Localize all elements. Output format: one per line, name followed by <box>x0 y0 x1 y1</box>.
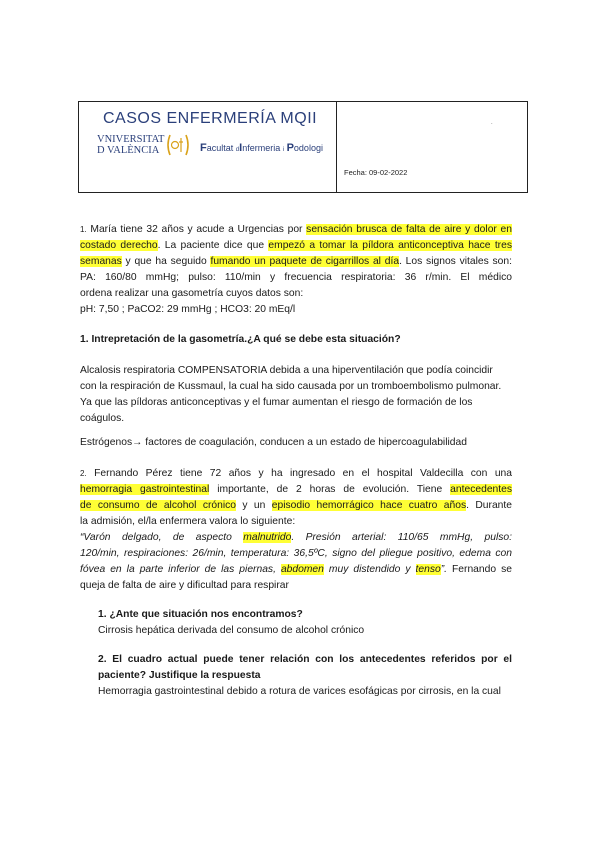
case2-line-3: de consumo de alcohol crónico y un episodio hemorrágico hace cuatro años. Durante <box>80 500 512 511</box>
header-dot: . <box>491 120 493 126</box>
header-divider <box>336 102 337 192</box>
case1-line-6: pH: 7,50 ; PaCO2: 29 mmHg ; HCO3: 20 mEq/l <box>80 304 296 315</box>
case1-line-4: PA: 160/80 mmHg; pulso: 110/min y frecuencia respiratoria: 36 r/min. El médico <box>80 272 512 283</box>
case1-line-2: costado derecho. La paciente dice que empezó a tomar la píldora anticonceptiva hace tres <box>80 240 512 251</box>
university-logo-text <box>97 134 164 156</box>
case2-line-2: hemorragia gastrointestinal importante, de 2 horas de evolución. Tiene antecedentes <box>80 484 513 495</box>
case2-line-7: fóvea en la parte inferior de las piernas, abdomen muy distendido y tenso”. Fernando se <box>80 564 512 575</box>
case2-line-6: 120/min, respiraciones: 26/min, temperatura: 36,5ºC, signo del pliegue positivo, edema con <box>80 548 512 559</box>
case2-answer-1: Cirrosis hepática derivada del consumo de alcohol crónico <box>98 625 365 636</box>
case2-question-1: 1. ¿Ante que situación nos encontramos? <box>98 609 303 620</box>
case2-question-2-line-1: 2. El cuadro actual puede tener relación con los antecedentes referidos por el <box>98 654 512 665</box>
case1-answer-2: con la respiración de Kussmaul, la cual ha sido causada por un tromboembolismo pulmonar. <box>80 381 502 392</box>
university-seal-icon <box>165 133 191 157</box>
case2-answer-2: Hemorragia gastrointestinal debido a rotura de varices esofágicas por cirrosis, en la cual <box>98 686 501 697</box>
case1-line-5: ordena realizar una gasometría cuyos datos son: <box>80 288 304 299</box>
case1-answer-1: Alcalosis respiratoria COMPENSATORIA debida a una hiperventilación que podía coincidir <box>80 365 493 376</box>
case2-line-4: la admisión, el/la enfermera valora lo siguiente: <box>80 516 296 527</box>
case1-question: 1. Intrepretación de la gasometría.¿A qué se debe esta situación? <box>80 334 401 345</box>
logo-line-1: VNIVERSITAT <box>97 134 165 145</box>
case1-answer-5: Estrógenos→ factores de coagulación, conducen a un estado de hipercoagulabilidad <box>80 437 467 448</box>
case1-answer-3: Ya que las píldoras anticonceptivas y el fumar aumentan el riesgo de formación de los <box>80 397 473 408</box>
page-title: CASOS ENFERMERÍA MQII <box>103 110 318 127</box>
document-date: Fecha: 09-02-2022 <box>344 168 408 177</box>
logo-line-2: D VALÈNCIA <box>97 145 160 156</box>
case1-line-3: semanas y que ha seguido fumando un paquete de cigarrillos al día. Los signos vitales son: <box>80 256 512 267</box>
document-header <box>78 101 528 193</box>
case1-line-1: 1. María tiene 32 años y acude a Urgencias por sensación brusca de falta de aire y dolor en <box>80 224 512 235</box>
case2-question-2-line-2: paciente? Justifique la respuesta <box>98 670 261 681</box>
faculty-logo-text: Facultat dInfermeria i Podologi <box>200 142 323 154</box>
case1-answer-4: coágulos. <box>80 413 125 424</box>
case2-line-1: 2. Fernando Pérez tiene 72 años y ha ingresado en el hospital Valdecilla con una <box>80 468 512 479</box>
case2-line-5: “Varón delgado, de aspecto malnutrido. Presión arterial: 110/65 mmHg, pulso: <box>80 532 512 543</box>
case2-line-8: queja de falta de aire y dificultad para respirar <box>80 580 289 591</box>
